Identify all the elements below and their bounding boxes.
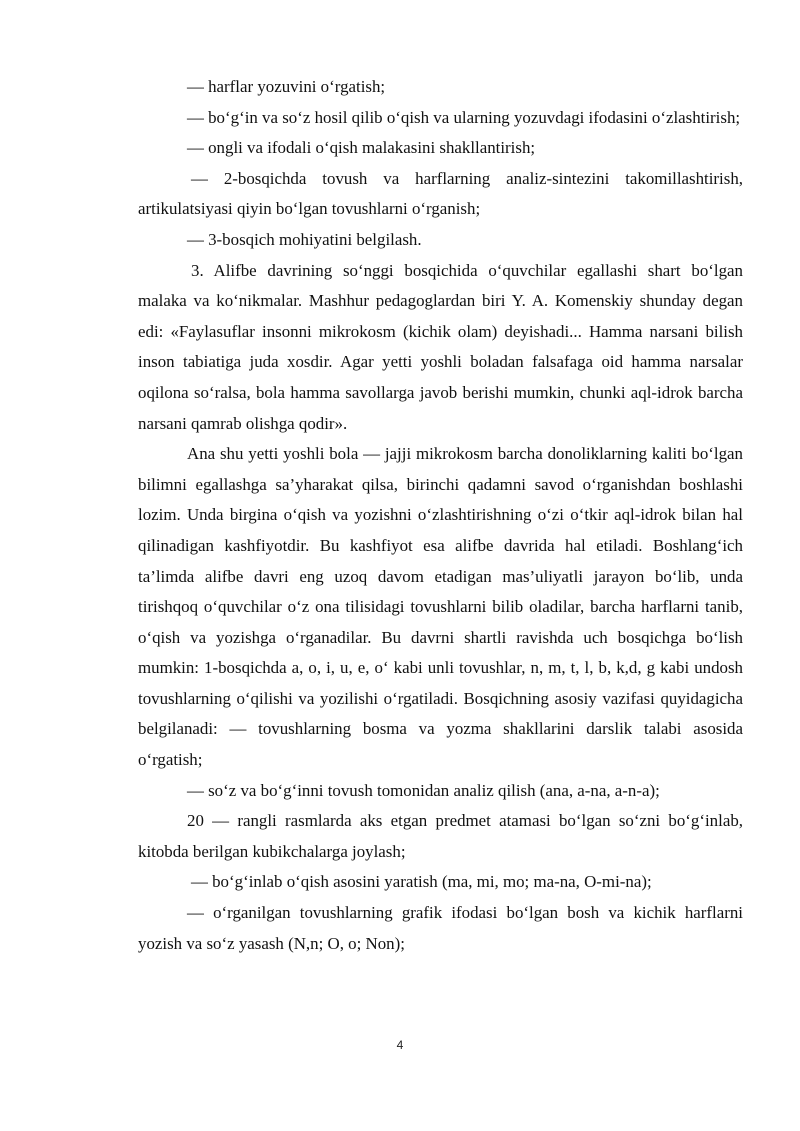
paragraph-seven-year-old: Ana shu yetti yoshli bola — jajji mikrokosm barcha donoliklarning kaliti boʻlgan bilimni egallashga sa’yharakat qilsa, birinchi qadamni savod oʻrganishdan boshlashi lozim. Unda birgina oʻqish va yozishni oʻzlashtirishning oʻzi oʻtkir aql-idrok bilan hal qilinadigan kashfiyotdir. Bu kashfiyot esa alifbe davrida hal etiladi. Boshlangʻich ta’limda alifbe davri eng uzoq davom etadigan mas’uliyatli jarayon boʻlib, unda tirishqoq oʻquvchilar oʻz ona tilisidagi tovushlarni bilib oladilar, barcha harflarni tanib, oʻqish va yozishga oʻrganadilar. Bu davrni shartli ravishda uch bosqichga boʻlish mumkin: 1-bosqichda a, o, i, u, e, oʻ kabi unli tovushlar, n, m, t, l, b, k,d, g kabi undosh tovushlarning oʻqilishi va yozilishi oʻrgatiladi. Bosqichning asosiy vazifasi quyidagicha belgilanadi: — tovushlarning bosma va yozma shakllarini darslik talabi asosida oʻrgatish;: [138, 444, 743, 770]
paragraph-stage-two: — 2-bosqichda tovush va harflarning analiz-sintezini takomillashtirish, artikulatsiyasi qiyin boʻlgan tovushlarni oʻrganish;: [138, 168, 743, 219]
paragraph-syllable-basis: — boʻgʻinlab oʻqish asosini yaratish (ma, mi, mo; ma-na, O-mi-na);: [191, 872, 652, 892]
paragraph-graphic-expression: — oʻrganilgan tovushlarning grafik ifodasi boʻlgan bosh va kichik harflarni yozish va soʻz yasash (N,n; O, o; Non);: [138, 903, 743, 953]
paragraph-syllable-reading: — boʻgʻin va soʻz hosil qilib oʻqish va ularning yozuvdagi ifodasini oʻzlashtirish;: [187, 107, 741, 127]
page-number: 4: [396, 1038, 404, 1052]
paragraph-section-three: 3. Alifbe davrining soʻnggi bosqichida oʻquvchilar egallashi shart boʻlgan malaka va koʻnikmalar. Mashhur pedagoglardan biri Y. A. Komenskiy shunday degan edi: «Faylasuflar insonni mikrokosm (kichik olam) deyishadi... Hamma narsani bilish inson tabiatiga juda xosdir. Agar yetti yoshli boladan falsafaga oid hamma narsalar oqilona soʻralsa, bola hamma savollarga javob berishi mumkin, chunki aql-idrok barcha narsani qamrab olishga qodir».: [138, 260, 743, 433]
paragraph-stage-three: — 3-bosqich mohiyatini belgilash.: [187, 229, 422, 249]
paragraph-letters-writing: — harflar yozuvini oʻrgatish;: [187, 77, 386, 96]
paragraph-word-analysis: — soʻz va boʻgʻinni tovush tomonidan analiz qilish (ana, a-na, a-n-a);: [187, 780, 660, 800]
body-text: [138, 72, 743, 959]
paragraph-conscious-reading: — ongli va ifodali oʻqish malakasini shakllantirish;: [187, 138, 536, 158]
paragraph-colored-pictures: 20 — rangli rasmlarda aks etgan predmet atamasi boʻlgan soʻzni boʻgʻinlab, kitobda berilgan kubikchalarga joylash;: [138, 811, 743, 861]
